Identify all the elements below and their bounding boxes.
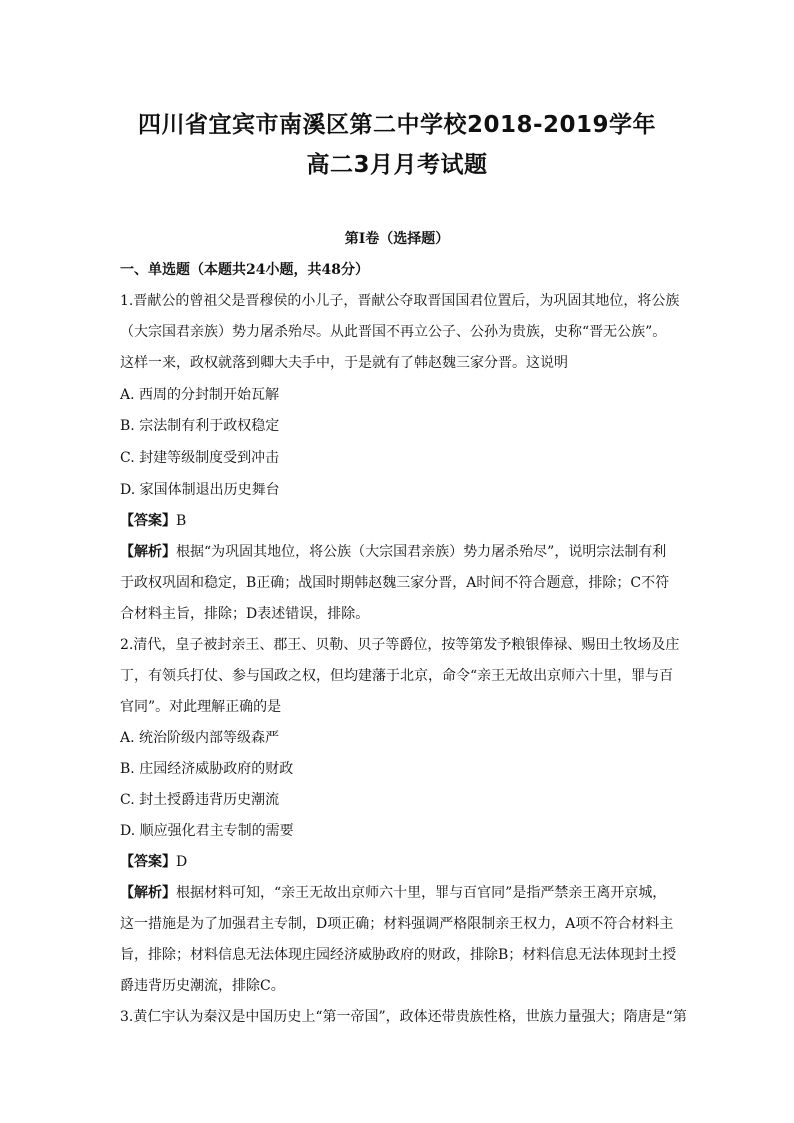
document-title-line2: 高二3月月考试题 [306,152,488,178]
question-2-option-d: D. 顺应强化君主专制的需要 [120,823,294,839]
question-2-analysis-line: 旨，排除；材料信息无法体现庄园经济威胁政府的财政，排除B；材料信息无法体现封土授 [120,947,677,963]
question-1-stem-line: 这样一来，政权就落到卿大夫手中，于是就有了韩赵魏三家分晋。这说明 [120,355,568,371]
analysis-text: 根据“为巩固其地位，将公族（大宗国君亲族）势力屠杀殆尽”，说明宗法制有利 [176,544,667,560]
document-title-line1: 四川省宜宾市南溪区第二中学校2018-2019学年 [137,112,657,138]
question-2-option-c: C. 封土授爵违背历史潮流 [120,792,280,808]
section-title: 第I卷（选择题） [344,231,450,247]
question-1-option-a: A. 西周的分封制开始瓦解 [120,387,280,403]
question-1-option-b: B. 宗法制有利于政权稳定 [120,418,280,434]
analysis-label: 【解析】 [120,544,176,560]
part-heading: 一、单选题（本题共24小题，共48分） [120,262,369,278]
question-2-analysis-line: 这一措施是为了加强君主专制，D项正确；材料强调严格限制亲王权力，A项不符合材料主 [120,916,674,932]
question-1-stem-line: （大宗国君亲族）势力屠杀殆尽。从此晋国不再立公子、公孙为贵族，史称“晋无公族”。 [120,324,667,340]
question-1-option-c: C. 封建等级制度受到冲击 [120,450,280,466]
answer-value: B [176,513,187,529]
question-2-stem-line: 官同”。对此理解正确的是 [120,699,282,715]
question-2-stem-line: 丁，有领兵打仗、参与国政之权，但均建藩于北京，命令“亲王无故出京师六十里，罪与百 [120,668,674,684]
question-1-analysis-line: 合材料主旨，排除；D表述错误，排除。 [120,606,370,622]
question-2-answer [120,851,187,871]
question-2-stem-line: 2.清代，皇子被封亲王、郡王、贝勒、贝子等爵位，按等第发予粮银俸禄、赐田土牧场及庄 [120,637,680,653]
question-1-answer [120,510,186,530]
answer-label: 【答案】 [120,854,176,870]
answer-value: D [176,854,188,870]
analysis-text: 根据材料可知，“亲王无故出京师六十里，罪与百官同”是指严禁亲王离开京城， [176,885,667,901]
question-1-analysis-line [120,541,680,561]
question-2-analysis-line [120,882,680,902]
question-1-option-d: D. 家国体制退出历史舞台 [120,482,280,498]
question-2-option-b: B. 庄园经济威胁政府的财政 [120,761,294,777]
answer-label: 【答案】 [120,513,176,529]
question-1-stem-line: 1.晋献公的曾祖父是晋穆侯的小儿子，晋献公夺取晋国国君位置后，为巩固其地位，将公族 [120,293,680,309]
analysis-label: 【解析】 [120,885,176,901]
question-2-option-a: A. 统治阶级内部等级森严 [120,730,280,746]
question-3-stem-line: 3.黄仁宇认为秦汉是中国历史上“第一帝国”，政体还带贵族性格，世族力量强大；隋唐是“第 [120,1009,687,1025]
question-1-analysis-line: 于政权巩固和稳定，B正确；战国时期韩赵魏三家分晋，A时间不符合题意，排除；C不符 [120,575,670,591]
question-2-analysis-line: 爵违背历史潮流，排除C。 [120,978,285,994]
